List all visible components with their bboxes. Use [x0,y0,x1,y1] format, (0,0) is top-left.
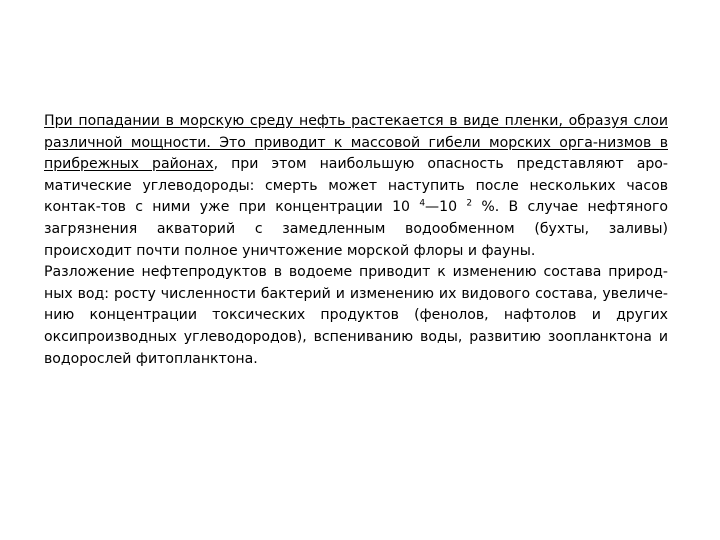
exponent: 2 [466,198,473,209]
paragraph-text: %. В случае нефтяного загрязнения акваторий с замедленным водообменном (бухты, заливы) происходит почти полное уничтожение морской флоры и фауны. [44,199,668,259]
underlined-text: При попадании в морскую среду нефть растекается в виде пленки, образуя слои различной мощности. Это приводит к массовой гибели морских орга-низмов в прибрежных районах [44,113,668,173]
text-block [44,111,668,370]
paragraph-decomposition: Разложение нефтепродуктов в водоеме приводит к изменению состава природ-ных вод: росту численности бактерий и изменению их видового состава, увеличе-нию концентрации токсических продуктов (фенолов, нафтолов и других оксипроизводных углеводородов), вспениванию воды, развитию зоопланктона и водорослей фитопланктона. [44,264,668,367]
exponent: 4 [419,198,426,209]
paragraph-text: , при этом наибольшую опасность представляют аро-матические углеводороды: смерть может наступить после нескольких часов контак-тов с ними уже при концентрации 10 [44,156,669,216]
dash-text: —10 [425,199,467,216]
paragraph-oil-spill [44,111,668,262]
